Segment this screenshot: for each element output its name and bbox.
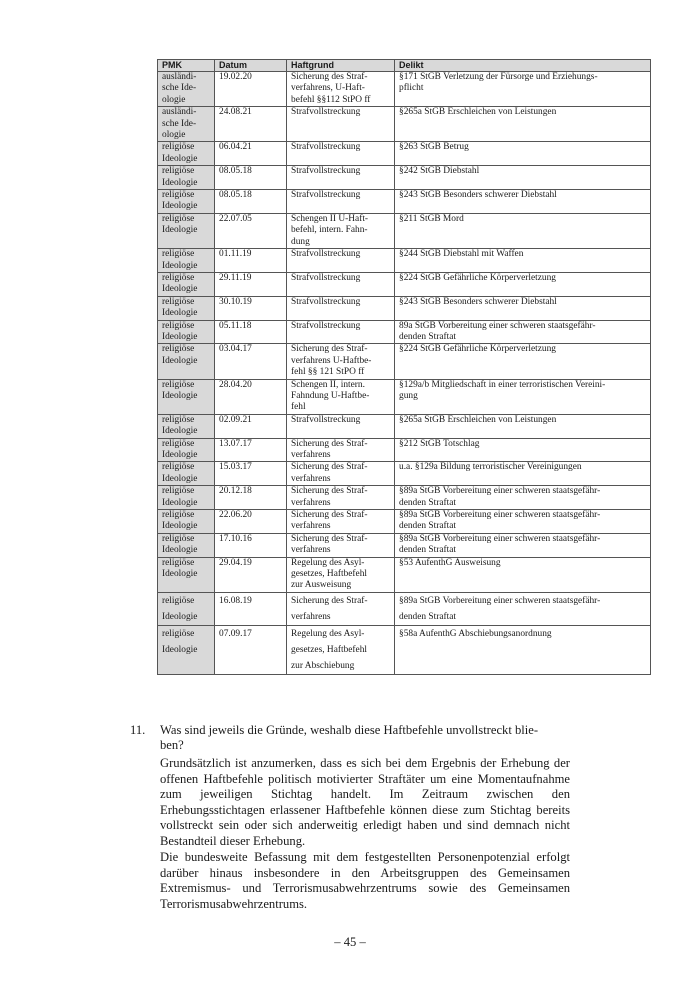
header-datum: Datum <box>215 60 287 72</box>
delikt-cell: §212 StGB Totschlag <box>395 438 651 462</box>
table-row <box>158 462 651 486</box>
delikt-cell: §265a StGB Erschleichen von Leistungen <box>395 107 651 142</box>
datum-cell: 19.02.20 <box>215 72 287 107</box>
datum-cell: 13.07.17 <box>215 438 287 462</box>
table-row <box>158 142 651 166</box>
answer-paragraph-1: Grundsätzlich ist anzumerken, dass es sich bei dem Ergebnis der Erhebung der offenen Haftbefehle politisch motivierter Straftäter um eine Momentaufnahme zum jeweiligen Stichtag handelt. Im Zeitraum zwischen den Erhebungsstichtagen erlassener Haftbefehle können diese zum Stichtag bereits vollstreckt sein oder sich anderweitig erledigt haben und sind demnach nicht Bestandteil dieser Erhebung. <box>160 756 570 848</box>
pmk-cell: religiöse Ideologie <box>158 462 215 486</box>
haftgrund-cell: Strafvollstreckung <box>287 107 395 142</box>
delikt-cell: §89a StGB Vorbereitung einer schweren staatsgefähr- denden Straftat <box>395 486 651 510</box>
datum-cell: 08.05.18 <box>215 190 287 214</box>
warrant-table <box>157 59 651 675</box>
pmk-cell: religiöse Ideologie <box>158 320 215 344</box>
delikt-cell: §89a StGB Vorbereitung einer schweren staatsgefähr- denden Straftat <box>395 510 651 534</box>
datum-cell: 17.10.16 <box>215 533 287 557</box>
pmk-cell: religiöse Ideologie <box>158 249 215 273</box>
delikt-cell: §171 StGB Verletzung der Fürsorge und Erziehungs- pflicht <box>395 72 651 107</box>
datum-cell: 16.08.19 <box>215 592 287 625</box>
table-row <box>158 625 651 674</box>
question-text: Was sind jeweils die Gründe, weshalb diese Haftbefehle unvollstreckt blie- ben? <box>160 723 539 752</box>
datum-cell: 03.04.17 <box>215 344 287 379</box>
delikt-cell: §265a StGB Erschleichen von Leistungen <box>395 414 651 438</box>
table-row <box>158 166 651 190</box>
datum-cell: 28.04.20 <box>215 379 287 414</box>
datum-cell: 08.05.18 <box>215 166 287 190</box>
datum-cell: 24.08.21 <box>215 107 287 142</box>
haftgrund-cell: Sicherung des Straf- verfahrens <box>287 486 395 510</box>
answer-paragraph-2: Die bundesweite Befassung mit dem festgestellten Personenpotenzial erfolgt darüber hinaus insbesondere in den Arbeitsgruppen des Gemeinsamen Extremismus- und Terrorismusabwehrzentrums sowie des Gemeinsamen Terrorismusabwehrzentrums. <box>160 850 570 911</box>
pmk-cell: religiöse Ideologie <box>158 557 215 592</box>
datum-cell: 05.11.18 <box>215 320 287 344</box>
haftgrund-cell: Strafvollstreckung <box>287 249 395 273</box>
datum-cell: 02.09.21 <box>215 414 287 438</box>
delikt-cell: §89a StGB Vorbereitung einer schweren staatsgefähr- denden Straftat <box>395 533 651 557</box>
table-row <box>158 592 651 625</box>
delikt-cell: §242 StGB Diebstahl <box>395 166 651 190</box>
pmk-cell: religiöse Ideologie <box>158 510 215 534</box>
pmk-cell: religiöse Ideologie <box>158 438 215 462</box>
datum-cell: 22.07.05 <box>215 213 287 248</box>
pmk-cell: religiöse Ideologie <box>158 190 215 214</box>
haftgrund-cell: Strafvollstreckung <box>287 142 395 166</box>
haftgrund-cell: Sicherung des Straf- verfahrens <box>287 592 395 625</box>
haftgrund-cell: Strafvollstreckung <box>287 166 395 190</box>
datum-cell: 07.09.17 <box>215 625 287 674</box>
table-row <box>158 344 651 379</box>
pmk-cell: religiöse Ideologie <box>158 592 215 625</box>
pmk-cell: ausländi- sche Ide- ologie <box>158 107 215 142</box>
pmk-cell: religiöse Ideologie <box>158 166 215 190</box>
table-row <box>158 414 651 438</box>
table-row <box>158 510 651 534</box>
haftgrund-cell: Sicherung des Straf- verfahrens U-Haftbe- fehl §§ 121 StPO ff <box>287 344 395 379</box>
haftgrund-cell: Sicherung des Straf- verfahrens <box>287 438 395 462</box>
table-row <box>158 379 651 414</box>
delikt-cell: §263 StGB Betrug <box>395 142 651 166</box>
table-row <box>158 486 651 510</box>
haftgrund-cell: Strafvollstreckung <box>287 190 395 214</box>
delikt-cell: §53 AufenthG Ausweisung <box>395 557 651 592</box>
haftgrund-cell: Strafvollstreckung <box>287 296 395 320</box>
delikt-cell: §244 StGB Diebstahl mit Waffen <box>395 249 651 273</box>
delikt-cell: §243 StGB Besonders schwerer Diebstahl <box>395 190 651 214</box>
haftgrund-cell: Strafvollstreckung <box>287 320 395 344</box>
haftgrund-cell: Sicherung des Straf- verfahrens <box>287 533 395 557</box>
table-row <box>158 533 651 557</box>
pmk-cell: ausländi- sche Ide- ologie <box>158 72 215 107</box>
pmk-cell: religiöse Ideologie <box>158 486 215 510</box>
table-row <box>158 557 651 592</box>
delikt-cell: §89a StGB Vorbereitung einer schweren staatsgefähr- denden Straftat <box>395 592 651 625</box>
pmk-cell: religiöse Ideologie <box>158 414 215 438</box>
haftgrund-cell: Schengen II U-Haft- befehl, intern. Fahn- dung <box>287 213 395 248</box>
delikt-cell: §224 StGB Gefährliche Körperverletzung <box>395 272 651 296</box>
datum-cell: 15.03.17 <box>215 462 287 486</box>
datum-cell: 06.04.21 <box>215 142 287 166</box>
haftgrund-cell: Strafvollstreckung <box>287 414 395 438</box>
pmk-cell: religiöse Ideologie <box>158 625 215 674</box>
haftgrund-cell: Sicherung des Straf- verfahrens, U-Haft- befehl §§112 StPO ff <box>287 72 395 107</box>
header-pmk: PMK <box>158 60 215 72</box>
haftgrund-cell: Regelung des Asyl- gesetzes, Haftbefehl zur Abschiebung <box>287 625 395 674</box>
page-number: – 45 – <box>334 935 366 949</box>
pmk-cell: religiöse Ideologie <box>158 533 215 557</box>
pmk-cell: religiöse Ideologie <box>158 142 215 166</box>
table-row <box>158 320 651 344</box>
delikt-cell: §129a/b Mitgliedschaft in einer terroristischen Vereini- gung <box>395 379 651 414</box>
header-delikt: Delikt <box>395 60 651 72</box>
table-row <box>158 272 651 296</box>
table-row <box>158 249 651 273</box>
pmk-cell: religiöse Ideologie <box>158 379 215 414</box>
table-row <box>158 213 651 248</box>
datum-cell: 22.06.20 <box>215 510 287 534</box>
datum-cell: 20.12.18 <box>215 486 287 510</box>
table-row <box>158 296 651 320</box>
pmk-cell: religiöse Ideologie <box>158 272 215 296</box>
table-row <box>158 72 651 107</box>
table-row <box>158 438 651 462</box>
delikt-cell: §211 StGB Mord <box>395 213 651 248</box>
datum-cell: 01.11.19 <box>215 249 287 273</box>
haftgrund-cell: Strafvollstreckung <box>287 272 395 296</box>
delikt-cell: §243 StGB Besonders schwerer Diebstahl <box>395 296 651 320</box>
delikt-cell: u.a. §129a Bildung terroristischer Vereinigungen <box>395 462 651 486</box>
haftgrund-cell: Sicherung des Straf- verfahrens <box>287 510 395 534</box>
datum-cell: 30.10.19 <box>215 296 287 320</box>
datum-cell: 29.04.19 <box>215 557 287 592</box>
delikt-cell: 89a StGB Vorbereitung einer schweren staatsgefähr- denden Straftat <box>395 320 651 344</box>
pmk-cell: religiöse Ideologie <box>158 296 215 320</box>
haftgrund-cell: Schengen II, intern. Fahndung U-Haftbe- fehl <box>287 379 395 414</box>
question-number: 11. <box>130 723 146 737</box>
table-row <box>158 190 651 214</box>
pmk-cell: religiöse Ideologie <box>158 213 215 248</box>
delikt-cell: §58a AufenthG Abschiebungsanordnung <box>395 625 651 674</box>
table-header-row <box>158 60 651 72</box>
header-haftgrund: Haftgrund <box>287 60 395 72</box>
delikt-cell: §224 StGB Gefährliche Körperverletzung <box>395 344 651 379</box>
table-row <box>158 107 651 142</box>
datum-cell: 29.11.19 <box>215 272 287 296</box>
haftgrund-cell: Sicherung des Straf- verfahrens <box>287 462 395 486</box>
pmk-cell: religiöse Ideologie <box>158 344 215 379</box>
haftgrund-cell: Regelung des Asyl- gesetzes, Haftbefehl zur Ausweisung <box>287 557 395 592</box>
